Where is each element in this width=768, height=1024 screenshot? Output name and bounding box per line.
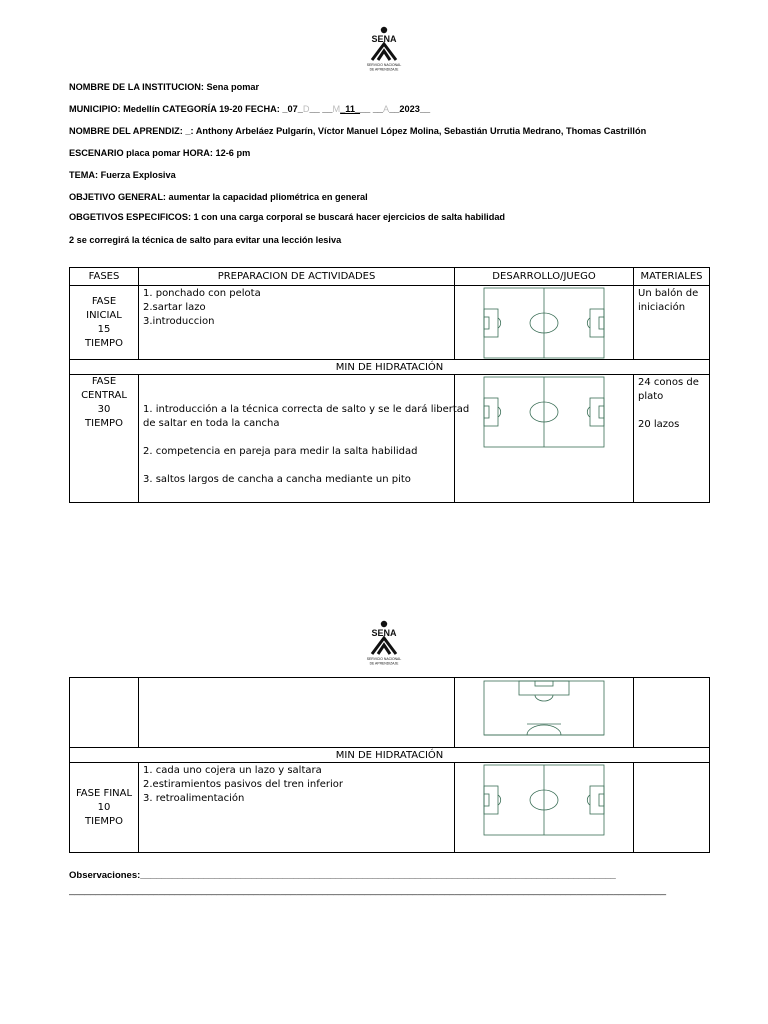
escenario-line: ESCENARIO placa pomar HORA: 12-6 pm	[69, 148, 251, 158]
phase-inicial: FASE INICIAL 15 TIEMPO	[70, 286, 139, 360]
mats-inicial: Un balón de iniciación	[634, 286, 710, 360]
municipio-line: MUNICIPIO: Medellín CATEGORÍA 19-20 FECHA: _07_D__ __M_11___ __A__2023__	[69, 104, 431, 114]
svg-text:SENA: SENA	[371, 628, 397, 638]
col-materiales: MATERIALES	[634, 268, 710, 286]
soccer-field-icon	[483, 287, 605, 359]
svg-text:SERVICIO NACIONAL: SERVICIO NACIONAL	[366, 63, 402, 67]
aprendiz-line: NOMBRE DEL APRENDIZ: _: Anthony Arbeláez Pulgarín, Víctor Manuel López Molina, Sebastián Urrutia Medrano, Thomas Castrillón	[69, 126, 647, 136]
observaciones-label: Observaciones:__________________________________________________________________________________________	[69, 870, 616, 881]
field-diagram	[455, 678, 634, 748]
col-desarrollo: DESARROLLO/JUEGO	[455, 268, 634, 286]
acts-inicial: 1. ponchado con pelota 2.sartar lazo 3.introduccion	[139, 286, 455, 360]
svg-text:DE APRENDIZAJE: DE APRENDIZAJE	[369, 661, 399, 666]
field-diagram	[455, 286, 634, 360]
tema-line: TEMA: Fuerza Explosiva	[69, 170, 176, 180]
phase-central: FASE CENTRAL 30 TIEMPO	[70, 375, 139, 503]
sena-logo	[358, 620, 410, 666]
institucion-line: NOMBRE DE LA INSTITUCION: Sena pomar	[69, 82, 260, 92]
field-diagram	[455, 763, 634, 853]
objetivo-2-line: 2 se corregirá la técnica de salto para evitar una lección lesiva	[69, 235, 342, 245]
acts-empty	[139, 678, 455, 748]
acts-final: 1. cada uno cojera un lazo y saltara 2.estiramientos pasivos del tren inferior 3. retroalimentación	[139, 763, 455, 853]
mats-final	[634, 763, 710, 853]
col-preparacion: PREPARACION DE ACTIVIDADES	[139, 268, 455, 286]
sena-logo	[358, 26, 410, 72]
planning-table-2	[69, 677, 710, 853]
field-diagram	[455, 375, 634, 503]
acts-central: 1. introducción a la técnica correcta de salto y se le dará libertad de saltar en toda la cancha 2. competencia en pareja para medir la salta habilidad 3. saltos largos de cancha a cancha mediante un pito	[139, 375, 455, 503]
soccer-field-icon	[483, 764, 605, 836]
hidratacion-row: MIN DE HIDRATACIÓN	[70, 360, 710, 375]
hidratacion-row: MIN DE HIDRATACIÓN	[70, 748, 710, 763]
logo-brand: SENA	[371, 34, 397, 44]
objetivo-general-line: OBJETIVO GENERAL: aumentar la capacidad pliométrica en general	[69, 192, 368, 202]
objetivos-especificos-line: OBGETIVOS ESPECIFICOS: 1 con una carga corporal se buscará hacer ejercicios de salta habilidad	[69, 212, 506, 222]
observaciones-line: _________________________________________________________________________________________________________________	[69, 885, 667, 896]
svg-text:SERVICIO NACIONAL: SERVICIO NACIONAL	[366, 657, 402, 661]
soccer-field-icon	[483, 376, 605, 448]
mats-central: 24 conos de plato 20 lazos	[634, 375, 710, 503]
planning-table-1	[69, 267, 710, 503]
phase-empty	[70, 678, 139, 748]
col-fases: FASES	[70, 268, 139, 286]
phase-final: FASE FINAL 10 TIEMPO	[70, 763, 139, 853]
svg-text:DE APRENDIZAJE: DE APRENDIZAJE	[369, 67, 399, 72]
mats-empty	[634, 678, 710, 748]
soccer-field-icon	[483, 680, 605, 736]
